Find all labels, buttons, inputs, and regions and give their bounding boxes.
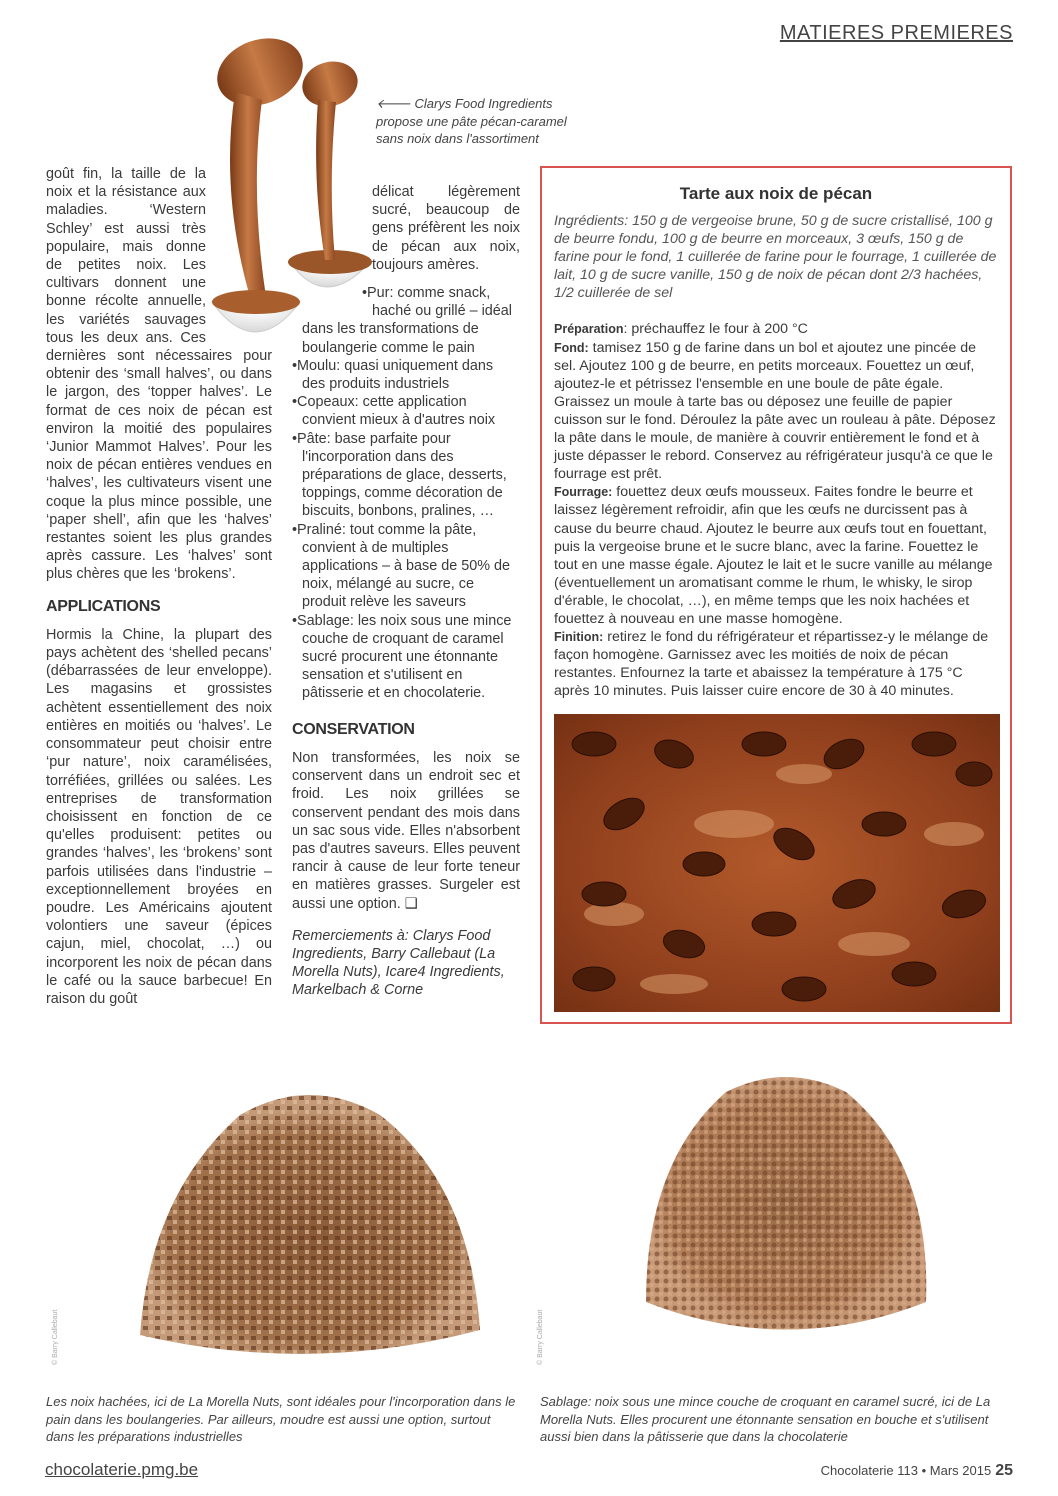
- footer-website[interactable]: chocolaterie.pmg.be: [45, 1460, 199, 1479]
- top-caption-line-3: sans noix dans l'assortiment: [376, 131, 539, 146]
- step-label-preparation: Préparation: [554, 322, 624, 337]
- photo-credit-left: © Barry Callebaut: [52, 1309, 59, 1365]
- photo-credit-right: © Barry Callebaut: [537, 1309, 544, 1365]
- chopped-pecans-photo: [130, 1075, 490, 1365]
- sablage-pecans-photo: [636, 1062, 936, 1352]
- thanks-note: Remerciements à: Clarys Food Ingredients, Barry Callebaut (La Morella Nuts), Icare4 Ingredients, Markelbach & Corne: [292, 927, 505, 999]
- col1-paragraph-2: Hormis la Chine, la plupart des pays achètent des ‘shelled pecans’ (débarrassées de leur enveloppe). Les magasins et grossistes achètent essentiellement des noix entières en moitiés ou ‘halves’. Le consommateur peut choisir entre ‘pur nature’, noix caramélisées, torréfiées, grillées ou salées. Les entreprises de transformation choisissent en fonction de ce qu'elles produisent: petites ou grandes ‘halves’, les ‘brokens’ sont parfois utilisées dans l'industrie – exceptionnellement broyées en poudre. Les Américains ajoutent volontiers une saveur (épices cajun, miel, chocolat, …) ou incorporent les noix de pécan dans le café ou la sauce barbecue! En raison du goût: [46, 626, 272, 1007]
- issue-info: Chocolaterie 113 • Mars 2015: [820, 1463, 992, 1478]
- conservation-heading: CONSERVATION: [292, 720, 415, 738]
- column-1: [46, 165, 272, 1008]
- step-text-fond: tamisez 150 g de farine dans un bol et ajoutez une pincée de sel. Ajoutez 100 g de beurre, en petits morceaux. Fouettez un œuf, ajoutez-le et pétrissez l'ensemble en une boule de pâte égale. Graissez un moule à tarte bas ou déposez une feuille de papier cuisson sur le fond. Déroulez la pâte avec un rouleau à pâte. Déposez la pâte dans le moule, de manière à couvrir entièrement le fond et à juste dépasser le rebord. Conservez au réfrigérateur jusqu'à ce que le fourrage est prêt.: [554, 339, 996, 483]
- step-label-finition: Finition:: [554, 630, 604, 645]
- col2-paragraph-2: Non transformées, les noix se conservent dans un endroit sec et froid. Les noix grillées se conservent pendant des mois dans un sac sous vide. Elles n'absorbent pas d'autres saveurs. Elles peuvent rancir à cause de leur forte teneur en matières grasses. Surgeler est aussi une option. ❑: [292, 749, 520, 912]
- list-item: • Praliné: tout comme la pâte, convient à de multiples applications – à base de 50% de noix, mélangé au sucre, ce produit relève les saveurs: [292, 521, 520, 612]
- caption-right: Sablage: noix sous une mince couche de croquant en caramel sucré, ici de La Morella Nuts. Elles procurent une étonnante sensation en bouche et s'utilisent aussi bien dans la pâtisserie que dans la chocolaterie: [540, 1394, 991, 1444]
- top-caption-line-1: Clarys Food Ingredients: [414, 96, 553, 111]
- list-item: • Pur: comme snack, haché ou grillé – idéal dans les transformations de boulangerie comme le pain: [292, 284, 520, 357]
- arrow-left-icon: 🡐: [376, 96, 411, 111]
- recipe-body: [554, 212, 998, 700]
- step-label-fourrage: Fourrage:: [554, 485, 613, 500]
- step-text-fourrage: fouettez deux œufs mousseux. Faites fondre le beurre et laissez légèrement refroidir, afin que les œufs ne durcissent pas à cause du beurre chaud. Ajoutez le beurre aux œufs tout en fouettant, puis la vergeoise brune et le sucre blanc, avec la farine. Fouettez le tout en une masse égale. Ajoutez le lait et le sucre vanille au mélange (éventuellement un aromatisant comme le rhum, le whisky, le sirop d'érable, le chocolat, …), en même temps que les noix hachées et fouettez à nouveau en une masse homogène.: [554, 484, 993, 627]
- col1-paragraph-1: goût fin, la taille de la noix et la résistance aux maladies. ‘Western Schley’ est aussi très populaire, mais donne de petites noix. Les cultivars donnent une bonne récolte annuelle, les variétés sauvages tous les deux ans. Ces dernières sont nécessaires pour obtenir des ‘small halves’, ou dans le jargon, des ‘topper halves’. Le format de ces noix de pécan est environ la moitié des populaires ‘Junior Mammot Halves’. Pour les noix de pécan entières vendues en ‘halves’, les cultivateurs visent une coque la plus mince possible, une ‘paper shell’, afin que les ‘halves’ restantes soient les plus grandes après cassure. Les ‘halves’ sont plus chères que les ‘brokens’.: [46, 166, 272, 583]
- col2-paragraph-1: délicat légèrement sucré, beaucoup de gens préfèrent les noix de pécan aux noix, toujours amères.: [372, 184, 520, 273]
- list-item: • Moulu: quasi uniquement dans des produits industriels: [292, 357, 520, 393]
- applications-heading: APPLICATIONS: [46, 597, 161, 615]
- pecan-pie-photo: [554, 714, 1000, 1012]
- caption-left: Les noix hachées, ici de La Morella Nuts, sont idéales pour l'incorporation dans le pain dans les boulangeries. Par ailleurs, moudre est aussi une option, surtout dans les préparations industrielles: [46, 1394, 516, 1444]
- image-wrap-spacer-2: [292, 183, 372, 319]
- top-caption-line-2: propose une pâte pécan-caramel: [376, 113, 567, 129]
- list-item: • Sablage: les noix sous une mince couche de croquant de caramel sucré procurent une étonnante sensation et s'utilisent en pâtisserie et en chocolaterie.: [292, 612, 520, 703]
- list-item: • Copeaux: cette application convient mieux à d'autres noix: [292, 393, 520, 429]
- list-item: • Pâte: base parfaite pour l'incorporation dans des préparations de glace, desserts, toppings, comme décoration de biscuits, bonbons, pralines, …: [292, 430, 520, 521]
- applications-list: [292, 284, 520, 703]
- image-wrap-spacer: [206, 165, 272, 347]
- recipe-ingredients: Ingrédients: 150 g de vergeoise brune, 50 g de sucre cristallisé, 100 g de beurre fondu, 100 g de beurre en morceaux, 3 œufs, 150 g de farine pour le fond, 1 cuillerée de farine pour le fourrage, 1 cuillerée de lait, 10 g de sucre vanille, 150 g de noix de pécan dont 2/3 hachées, 1/2 cuillerée de sel: [554, 213, 997, 302]
- recipe-box: [540, 166, 1012, 1024]
- top-photo-caption: [376, 95, 576, 148]
- page-number: 25: [995, 1462, 1013, 1479]
- section-label: MATIERES PREMIERES: [779, 22, 1013, 44]
- step-label-fond: Fond:: [554, 340, 589, 355]
- step-text-preparation: : préchauffez le four à 200 °C: [623, 321, 808, 338]
- step-text-finition: retirez le fond du réfrigérateur et répartissez-y le mélange de façon homogène. Garnissez avec les moitiés de noix de pécan restantes. Enfournez la tarte et abaissez la température à 175 °C après 10 minutes. Puis laisser cuire encore de 30 à 40 minutes.: [554, 629, 989, 700]
- footer-issue: [821, 1462, 1013, 1480]
- column-2: [292, 183, 520, 1000]
- recipe-title: Tarte aux noix de pécan: [679, 184, 873, 203]
- recipe-steps: [554, 320, 998, 700]
